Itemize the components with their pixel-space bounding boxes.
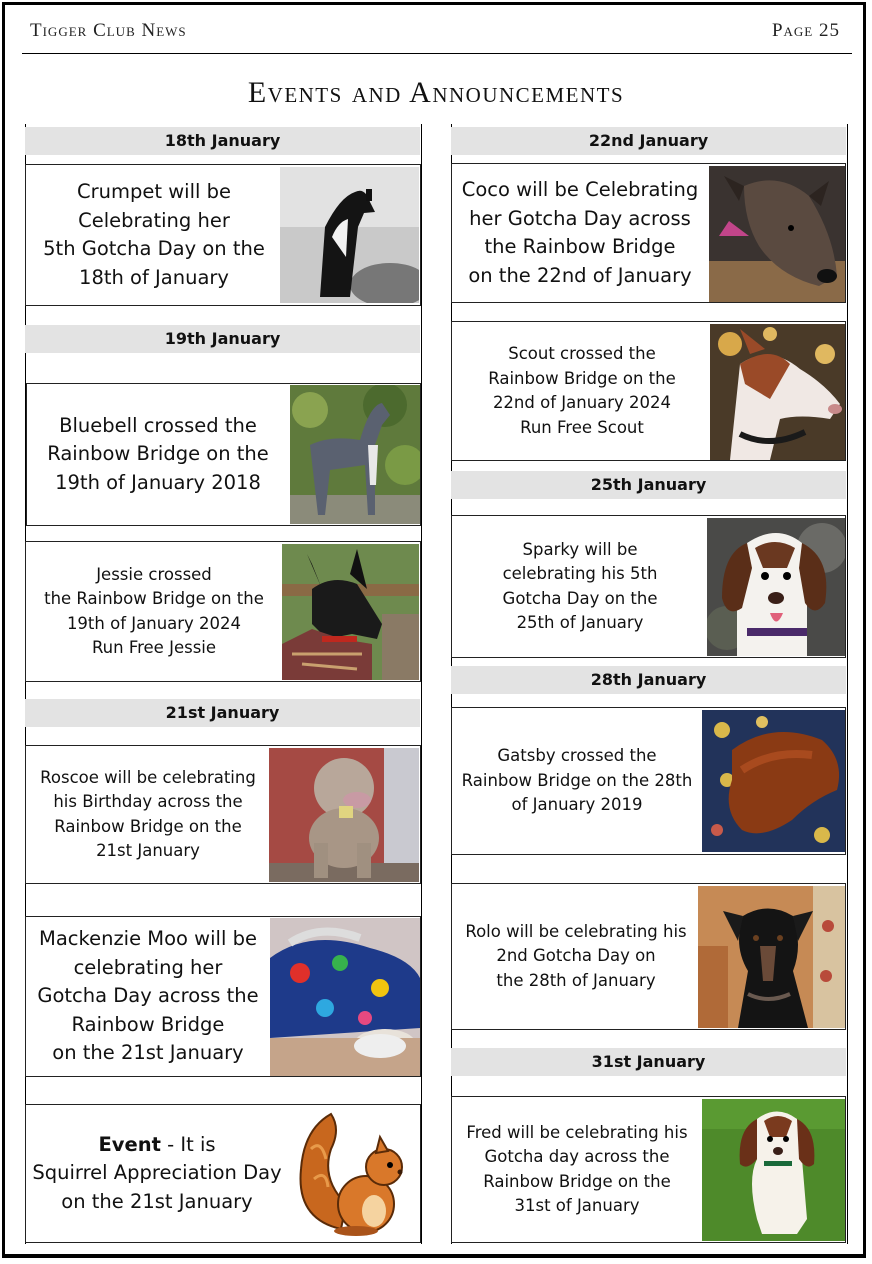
whippet-red-white-photo [710, 324, 845, 460]
page-number: Page 25 [771, 20, 840, 41]
page-title: Events and Announcements [247, 76, 625, 109]
announcement-mackenzie-moo: Mackenzie Moo will be celebrating her Gotcha Day across the Rainbow Bridge on the 21st January [25, 916, 421, 1077]
greyhound-brindle-photo [709, 166, 845, 302]
date-band-19th-january: 19th January [25, 325, 420, 353]
announcement-crumpet: Crumpet will be Celebrating her 5th Gotcha Day on the 18th of January [25, 164, 421, 306]
date-band-31st-january: 31st January [451, 1048, 846, 1076]
announcement-rolo: Rolo will be celebrating his 2nd Gotcha Day on the 28th of January [451, 883, 846, 1030]
date-band-25th-january: 25th January [451, 471, 846, 499]
announcement-jessie: Jessie crossed the Rainbow Bridge on the 19th of January 2024 Run Free Jessie [25, 541, 421, 682]
black-dog-photo [698, 886, 845, 1028]
poodle-photo [269, 748, 419, 882]
red-dog-on-rug-photo [702, 710, 845, 852]
date-band-21st-january: 21st January [25, 699, 420, 727]
announcement-squirrel-event: Event - It is Squirrel Appreciation Day on the 21st January [25, 1104, 421, 1243]
announcement-roscoe: Roscoe will be celebrating his Birthday across the Rainbow Bridge on the 21st January [25, 745, 421, 884]
announcement-sparky: Sparky will be celebrating his 5th Gotcha Day on the 25th of January [451, 515, 846, 658]
date-band-22nd-january: 22nd January [451, 127, 846, 155]
announcement-fred: Fred will be celebrating his Gotcha day across the Rainbow Bridge on the 31st of January [451, 1096, 846, 1243]
announcement-bluebell: Bluebell crossed the Rainbow Bridge on the 19th of January 2018 [26, 383, 421, 526]
spaniel-on-grass-photo [702, 1099, 845, 1241]
squirrel-illustration [296, 1109, 416, 1237]
announcement-coco: Coco will be Celebrating her Gotcha Day across the Rainbow Bridge on the 22nd of January [451, 163, 846, 303]
announcement-scout: Scout crossed the Rainbow Bridge on the 22nd of January 2024 Run Free Scout [451, 321, 846, 461]
dog-under-blanket-photo [270, 918, 420, 1076]
date-band-18th-january: 18th January [25, 127, 420, 155]
header-rule [22, 53, 852, 54]
date-band-28th-january: 28th January [451, 666, 846, 694]
greyhound-black-white-photo [280, 167, 419, 303]
springer-spaniel-photo [707, 518, 845, 656]
announcement-gatsby: Gatsby crossed the Rainbow Bridge on the 28th of January 2019 [451, 707, 846, 855]
newsletter-name: Tigger Club News [30, 20, 187, 41]
greyhound-blue-photo [290, 385, 420, 524]
event-label: Event [98, 1132, 161, 1156]
lurcher-black-coat-photo [282, 544, 419, 680]
